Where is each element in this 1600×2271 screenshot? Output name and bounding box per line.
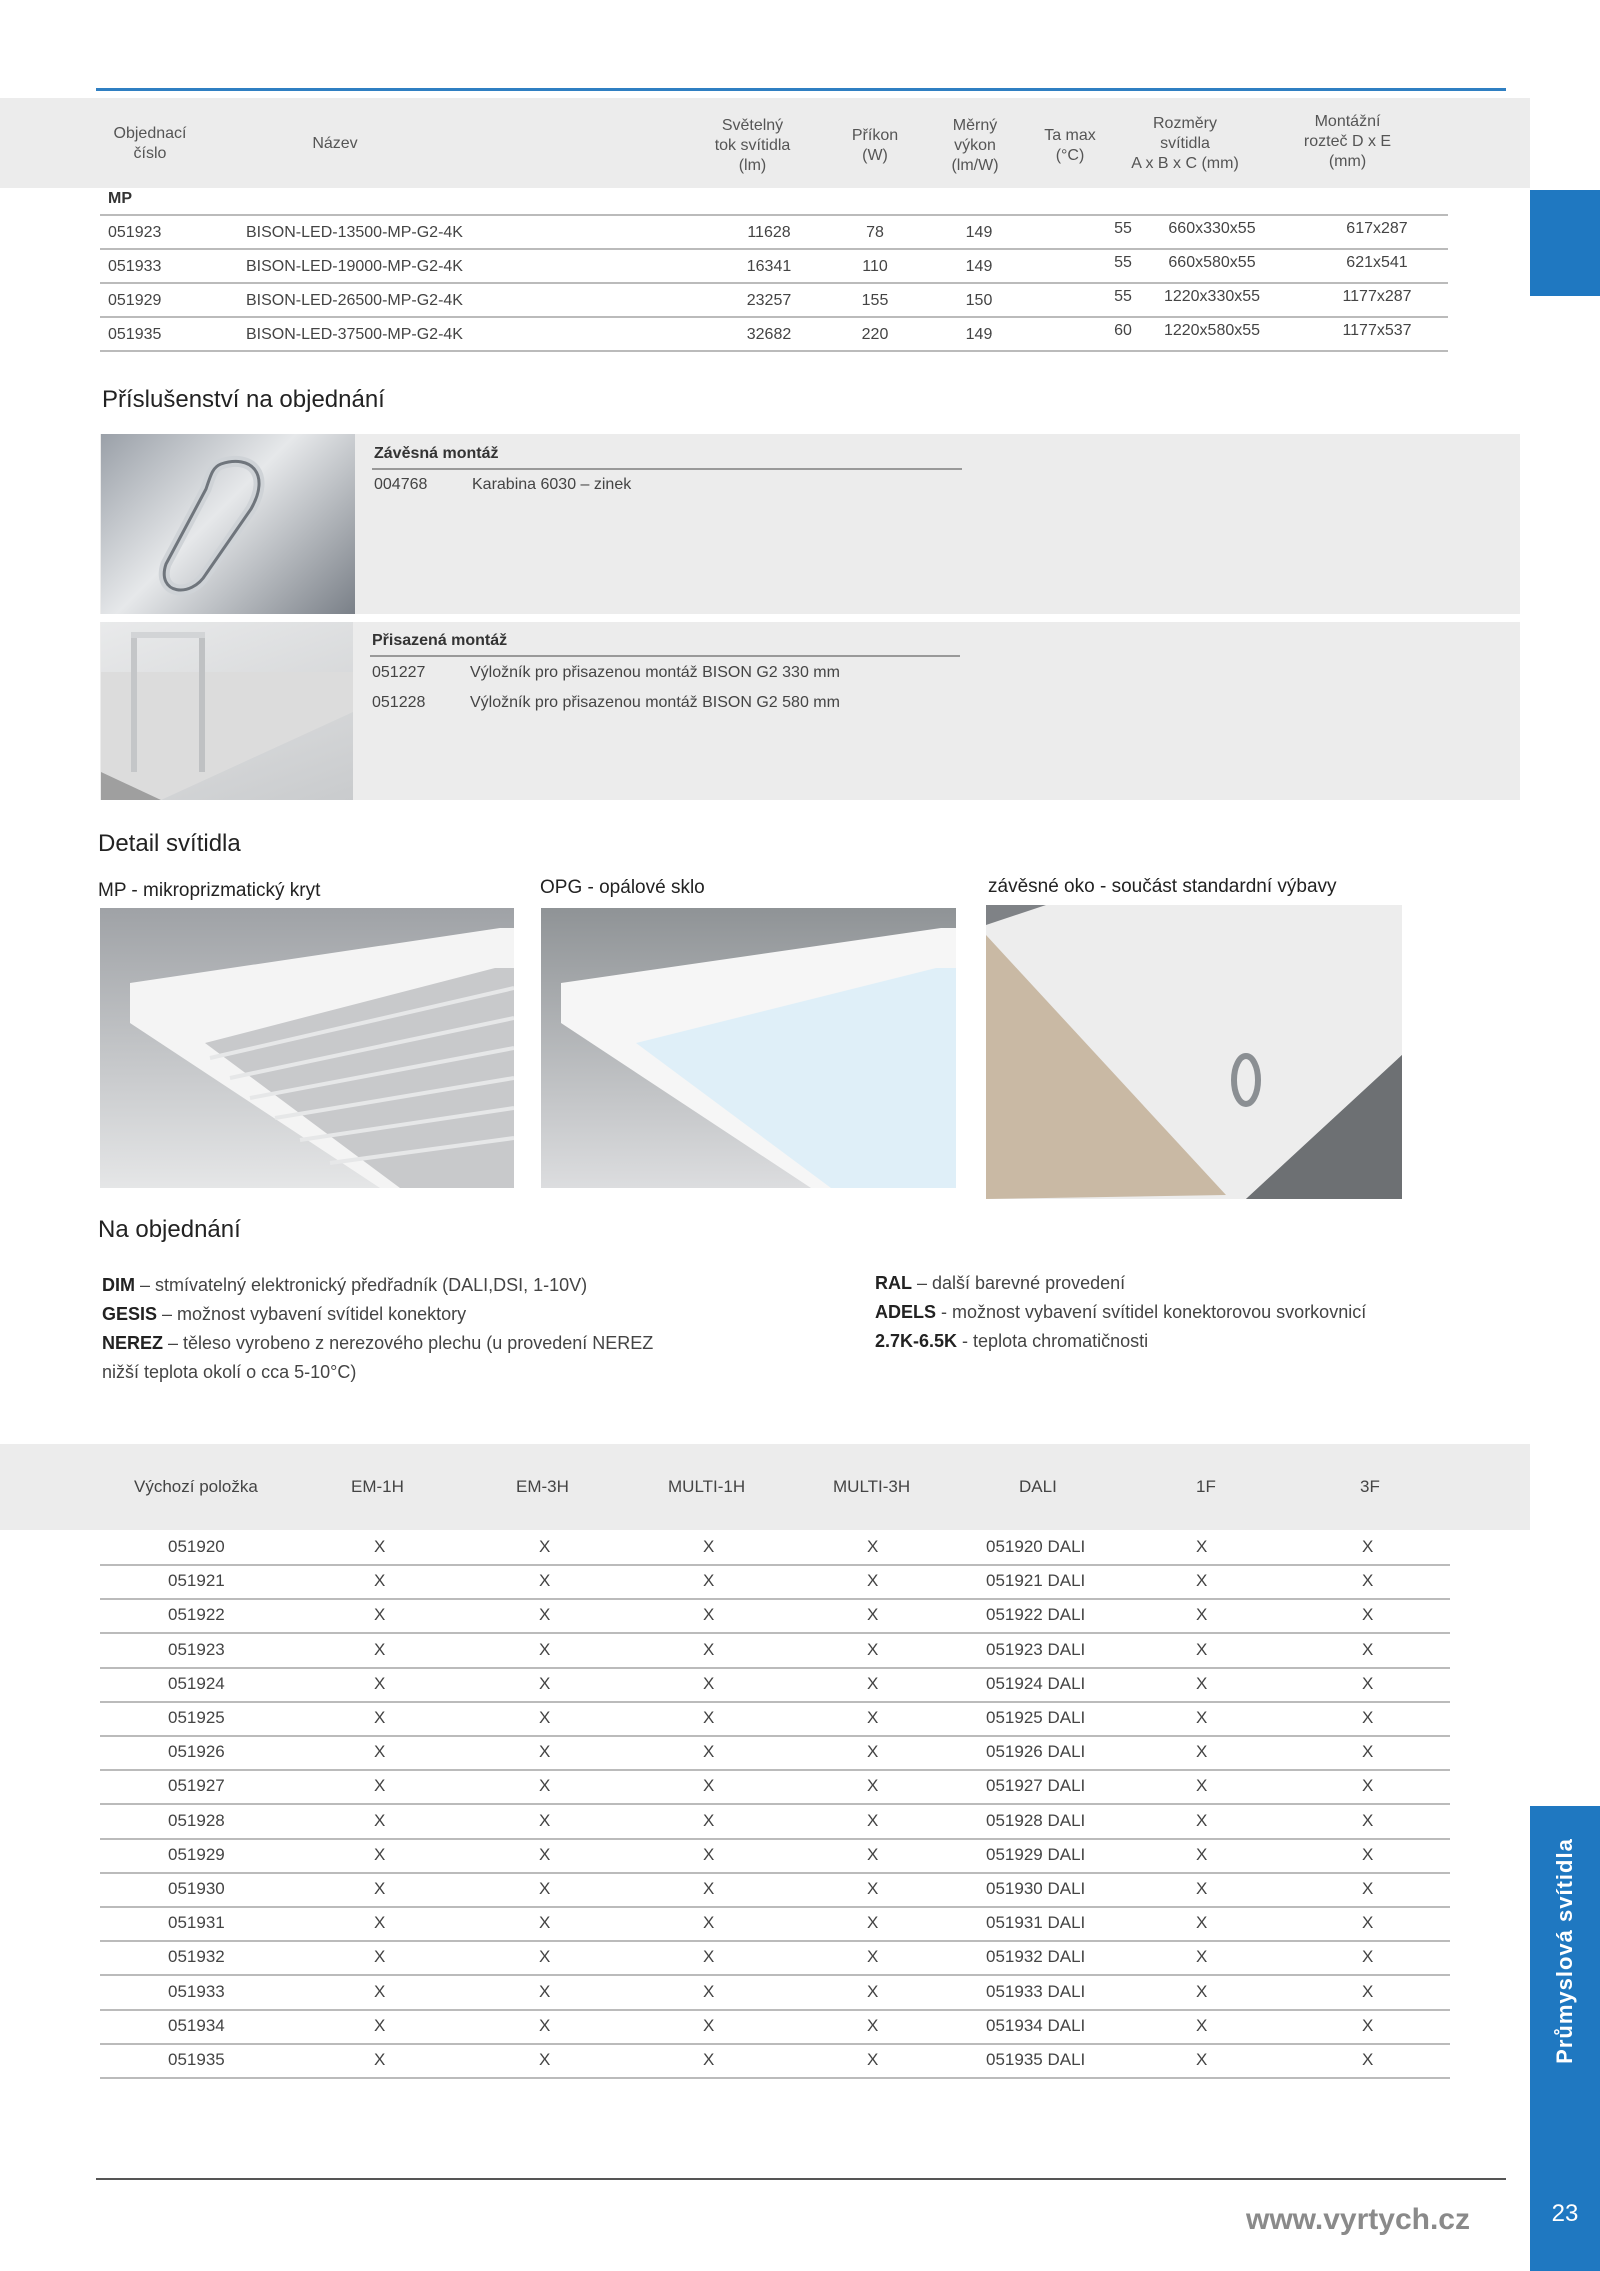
table-row: 051929 BISON-LED-26500-MP-G2-4K 23257 155 150 55 1220x330x55 1177x287: [100, 282, 1448, 318]
table-cell: 051927: [168, 1776, 225, 1796]
table-cell: X: [539, 1742, 551, 1762]
table-cell: X: [1362, 1673, 1374, 1693]
table-cell: X: [374, 1708, 386, 1727]
table-cell: X: [867, 1571, 879, 1591]
table-cell: X: [867, 2050, 879, 2069]
table-cell: X: [1196, 1913, 1208, 1933]
table-row: [100, 1838, 1450, 1874]
table-cell: X: [374, 1673, 386, 1693]
table-cell: X: [1196, 1605, 1208, 1625]
surface-mount-title: Přisazená montáž: [372, 632, 508, 649]
accessory-item: 051228 Výložník pro přisazenou montáž BISON G2 580 mm: [372, 694, 840, 711]
table-row: [100, 1564, 1450, 1600]
col-power: Příkon (W): [851, 127, 899, 164]
top-rule: [96, 88, 1506, 91]
table-cell: X: [374, 1810, 386, 1830]
table-cell: X: [1362, 1708, 1374, 1727]
table-cell: 051923: [168, 1639, 225, 1659]
table-cell: X: [703, 2050, 715, 2069]
table-cell: X: [703, 1913, 715, 1933]
table-cell: X: [703, 1844, 715, 1864]
table-cell: X: [539, 1605, 551, 1625]
table-cell: X: [539, 1947, 551, 1967]
variants-table-header: Výchozí položka EM-1H EM-3H MULTI-1H MULTI-3H DALI 1F 3F: [0, 1444, 1530, 1530]
page-number: 23: [1551, 2200, 1579, 2227]
table-cell: X: [1196, 1776, 1208, 1796]
table-cell: X: [374, 1605, 386, 1625]
table-cell: X: [1196, 1537, 1208, 1556]
table-row: [100, 1735, 1450, 1771]
table-cell: X: [1196, 1844, 1208, 1864]
table-cell: 051935: [168, 2050, 225, 2069]
opg-glass-image: [541, 908, 956, 1188]
mp-cover-icon: [100, 908, 514, 1188]
table-row: [100, 1769, 1450, 1805]
table-cell: 051932: [168, 1947, 225, 1967]
table-cell: X: [539, 1537, 551, 1556]
table-cell: X: [867, 2015, 879, 2035]
table-cell: X: [1362, 1776, 1374, 1796]
table-cell: 051929: [168, 1844, 225, 1864]
accessory-item: 051227 Výložník pro přisazenou montáž BISON G2 330 mm: [372, 664, 840, 681]
table-cell: 051928: [168, 1810, 225, 1830]
carabiner-icon: [101, 434, 355, 614]
mp-cover-image: [100, 908, 514, 1188]
table-cell: 051931: [168, 1913, 225, 1933]
order-options-right: RAL – další barevné provedení ADELS - možnost vybavení svítidel konektorovou svorkovnicí 2.7K-6.5K - teplota chromatičnosti: [875, 1273, 1367, 1351]
table-cell: 051920: [168, 1537, 225, 1556]
table-cell: 051932 DALI: [986, 1947, 1086, 1967]
table-cell: X: [1196, 2015, 1208, 2035]
table-cell: X: [867, 1947, 879, 1967]
table-cell: X: [703, 1673, 715, 1693]
table-cell: 051929 DALI: [986, 1844, 1086, 1864]
col-code: Objednací číslo: [113, 125, 187, 162]
table-row: 051923 BISON-LED-13500-MP-G2-4K 11628 78 149 55 660x330x55 617x287: [100, 214, 1448, 250]
bracket-image: [101, 622, 353, 800]
table-cell: X: [1362, 1879, 1374, 1898]
bracket-icon: [101, 622, 353, 800]
table-row: [100, 1598, 1450, 1634]
order-title: Na objednání: [98, 1216, 241, 1243]
col-dims: Rozměry svítidla A x B x C (mm): [1131, 115, 1239, 172]
col-mount: Montážní rozteč D x E (mm): [1303, 113, 1392, 170]
suspension-eye-icon: [986, 905, 1402, 1199]
table-cell: X: [867, 1776, 879, 1796]
caption-opg: OPG - opálové sklo: [540, 877, 705, 898]
table-cell: 051925: [168, 1708, 225, 1727]
table-cell: X: [703, 1776, 715, 1796]
table-cell: 051926 DALI: [986, 1742, 1086, 1762]
table-cell: X: [867, 1879, 879, 1898]
table-cell: X: [1362, 1742, 1374, 1762]
table-row: [100, 1667, 1450, 1703]
table-cell: X: [1196, 1981, 1208, 2001]
table-cell: X: [539, 1879, 551, 1898]
col-flux: Světelný tok svítidla (lm): [714, 117, 791, 174]
table-row: [100, 1530, 1450, 1566]
opg-glass-icon: [541, 908, 956, 1188]
table-cell: X: [703, 1981, 715, 2001]
table-cell: X: [703, 1639, 715, 1659]
table-cell: X: [539, 1776, 551, 1796]
table-row: [100, 1940, 1450, 1976]
table-cell: X: [374, 1639, 386, 1659]
table-cell: 051923 DALI: [986, 1639, 1086, 1659]
table-row: [100, 1701, 1450, 1737]
table-cell: X: [703, 2015, 715, 2035]
table-cell: 051934: [168, 2015, 225, 2035]
table-cell: 051926: [168, 1742, 225, 1762]
table-cell: X: [374, 1571, 386, 1591]
caption-eye: závěsné oko - součást standardní výbavy: [988, 876, 1337, 897]
table-cell: 051924 DALI: [986, 1673, 1086, 1693]
table-cell: X: [374, 1742, 386, 1762]
table-end-rule: [100, 350, 1448, 352]
table-cell: X: [867, 1605, 879, 1625]
website-link[interactable]: www.vyrtych.cz: [1246, 2203, 1470, 2236]
table-cell: X: [1362, 1639, 1374, 1659]
table-cell: X: [374, 2015, 386, 2035]
table-cell: X: [1196, 1571, 1208, 1591]
table-cell: X: [703, 1810, 715, 1830]
table-row: [100, 1906, 1450, 1942]
table-cell: X: [374, 2050, 386, 2069]
table-cell: X: [1362, 1947, 1374, 1967]
table-cell: X: [867, 1913, 879, 1933]
table-cell: 051922 DALI: [986, 1605, 1086, 1625]
col-ta: Ta max (°C): [1044, 127, 1096, 164]
caption-mp: MP - mikroprizmatický kryt: [98, 880, 321, 901]
table-cell: X: [703, 1571, 715, 1591]
table-cell: X: [703, 1742, 715, 1762]
table-cell: X: [374, 1879, 386, 1898]
table-cell: X: [1362, 1605, 1374, 1625]
col-name: Název: [312, 135, 358, 152]
table-cell: 051927 DALI: [986, 1776, 1086, 1796]
group-label: MP: [108, 190, 132, 207]
order-options-left: DIM – stmívatelný elektronický předřadník (DALI,DSI, 1-10V) GESIS – možnost vybavení svítidel konektory NEREZ – těleso vyrobeno z nerezového plechu (u provedení NEREZ nižší teplota okolí o cca 5-10°C): [102, 1275, 654, 1382]
table-cell: X: [374, 1537, 386, 1556]
table-cell: X: [867, 1742, 879, 1762]
table-cell: X: [1362, 1844, 1374, 1864]
table-cell: X: [703, 1605, 715, 1625]
table-cell: X: [539, 1810, 551, 1830]
table-row: 051935 BISON-LED-37500-MP-G2-4K 32682 220 149 60 1220x580x55 1177x537: [100, 316, 1448, 352]
col-efficacy: Měrný výkon (lm/W): [951, 117, 999, 174]
table-row: [100, 1804, 1450, 1840]
table-cell: X: [867, 1844, 879, 1864]
table-cell: X: [1362, 1810, 1374, 1830]
table-cell: X: [867, 1981, 879, 2001]
section-tab-top: [1530, 190, 1600, 296]
table-cell: X: [539, 1913, 551, 1933]
table-cell: X: [374, 1913, 386, 1933]
table-cell: X: [539, 1639, 551, 1659]
bottom-rule: [96, 2178, 1506, 2180]
table-cell: 051934 DALI: [986, 2015, 1086, 2035]
table-row: [100, 2043, 1450, 2079]
table-cell: 051933: [168, 1981, 225, 2001]
table-cell: X: [867, 1810, 879, 1830]
table-cell: X: [867, 1639, 879, 1659]
table-cell: X: [539, 1571, 551, 1591]
table-cell: X: [703, 1879, 715, 1898]
table-cell: 051935 DALI: [986, 2050, 1086, 2069]
table-cell: X: [1196, 1810, 1208, 1830]
table-cell: X: [703, 1537, 715, 1556]
table-row: [100, 1872, 1450, 1908]
table-cell: X: [1196, 1708, 1208, 1727]
table-cell: X: [703, 1947, 715, 1967]
table-cell: 051928 DALI: [986, 1810, 1086, 1830]
table-cell: 051921 DALI: [986, 1571, 1086, 1591]
table-cell: X: [1362, 1981, 1374, 2001]
table-cell: 051922: [168, 1605, 225, 1625]
table-row: [100, 2009, 1450, 2045]
table-cell: 051920 DALI: [986, 1537, 1086, 1556]
table-cell: 051931 DALI: [986, 1913, 1086, 1933]
table-cell: X: [867, 1708, 879, 1727]
table-cell: 051925 DALI: [986, 1708, 1086, 1727]
table-cell: X: [867, 1537, 879, 1556]
table-cell: 051921: [168, 1571, 225, 1591]
table-cell: X: [1362, 2015, 1374, 2035]
table-cell: X: [539, 2050, 551, 2069]
section-tab-label: Průmyslová svítidla: [1552, 1838, 1577, 2064]
table-cell: X: [1196, 2050, 1208, 2069]
table-cell: X: [374, 1776, 386, 1796]
table-cell: X: [1362, 1537, 1374, 1556]
table-cell: X: [539, 1844, 551, 1864]
table-cell: X: [1196, 1742, 1208, 1762]
table-cell: X: [1362, 1571, 1374, 1591]
table-cell: 051930 DALI: [986, 1879, 1086, 1898]
table-cell: X: [1362, 2050, 1374, 2069]
table-row: [100, 1633, 1450, 1669]
table-cell: X: [374, 1947, 386, 1967]
table-row: 051933 BISON-LED-19000-MP-G2-4K 16341 110 149 55 660x580x55 621x541: [100, 248, 1448, 284]
table-cell: X: [1196, 1673, 1208, 1693]
suspension-eye-image: [986, 905, 1402, 1199]
table-cell: X: [867, 1673, 879, 1693]
detail-title: Detail svítidla: [98, 830, 241, 857]
table-row: [100, 1975, 1450, 2011]
product-table-header: [0, 98, 1530, 188]
hanging-mount-rule: [372, 468, 962, 470]
table-cell: X: [374, 1844, 386, 1864]
table-cell: X: [1196, 1947, 1208, 1967]
table-cell: 051930: [168, 1879, 225, 1898]
table-cell: X: [1196, 1639, 1208, 1659]
table-cell: 051933 DALI: [986, 1981, 1086, 2001]
table-cell: X: [703, 1708, 715, 1727]
table-cell: X: [1362, 1913, 1374, 1933]
table-cell: 051924: [168, 1673, 225, 1693]
table-cell: X: [539, 2015, 551, 2035]
surface-mount-rule: [370, 655, 960, 657]
carabiner-image: [101, 434, 355, 614]
hanging-mount-title: Závěsná montáž: [374, 445, 499, 462]
table-cell: X: [539, 1981, 551, 2001]
table-cell: X: [539, 1673, 551, 1693]
table-cell: X: [539, 1708, 551, 1727]
table-cell: X: [1196, 1879, 1208, 1898]
accessories-title: Příslušenství na objednání: [102, 386, 385, 413]
table-cell: X: [374, 1981, 386, 2001]
accessory-item: 004768 Karabina 6030 – zinek: [374, 476, 632, 493]
